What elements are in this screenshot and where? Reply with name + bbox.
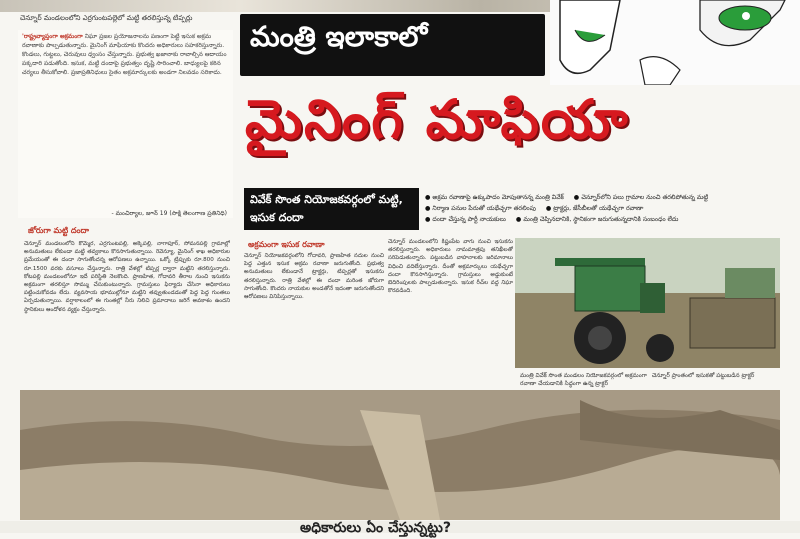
quote-column (18, 30, 233, 218)
sand-mining-photo (20, 390, 780, 520)
subheadline-box: వివేక్ సొంత నియోజకవర్గంలో మట్టి, ఇసుక దందా (244, 188, 419, 230)
bullet-item: ● చెన్నూర్‌లోని పలు గ్రామాల నుంచి తరలిపోతున్న మట్టి (573, 194, 709, 201)
quote-text (22, 32, 229, 202)
bullet-item: ● ట్రాక్టర్లు, జేసీబీలతో యథేచ్ఛగా రవాణా (545, 205, 644, 212)
bullet-item: ● నిర్మాణ పనుల పేరుతో యథేచ్ఛగా తరలింపు (425, 205, 536, 212)
photo-caption (520, 372, 780, 388)
quote-lead: 'రాష్ట్రవ్యాప్తంగా అక్రమంగా (22, 33, 83, 40)
bullet-list (425, 192, 797, 225)
section3-text: చెన్నూర్ మండలంలోని కిష్టంపేట వాగు నుంచి ఇసుకను తరలిస్తున్నారు. అధికారులు నామమాత్రపు తనిఖీలతో సరిపెడుతున్నారు. పట్టుబడిన వాహనాలకు జరిమానాలు విధించి వదిలేస్తున్నారు. దీంతో అక్రమార్కులు యథేచ్ఛగా దందా కొనసాగిస్తున్నారు. గ్రామస్తులు అడ్డుకుంటే బెదిరింపులకు పాల్పడుతున్నారు. ఇసుక రీచ్‌ల వద్ద నిఘా కొరవడింది. (388, 239, 513, 295)
bullet-item: ● మంత్రి చెప్పినదానికి, స్థానికంగా జరుగుతున్నదానికి సంబంధం లేదు (515, 216, 679, 223)
tractor-icon (515, 238, 780, 368)
cartoon-illustration (550, 0, 800, 85)
top-photo-caption: చెన్నూర్ మండలంలోని ఎర్రగుంటపల్లెలో మట్టి తరలిస్తున్న టిప్పర్లు (20, 14, 193, 22)
tractor-photo (515, 238, 780, 368)
bullet-item: ● దందా చేస్తున్న పార్టీ నాయకులు (425, 216, 506, 223)
sand-pit-icon (20, 390, 780, 520)
quote-body: నిఘా ప్రజల ప్రయోజనాలను పణంగా పెట్టి ఇసుక అక్రమ రవాణాకు పాల్పడుతున్నారు. మైనింగ్ మాఫియాకు కొందరు అధికారులు సహకరిస్తున్నారు. కొండలు, గుట్టలు, చెరువులు ధ్వంసం చేస్తున్నారు. ప్రభుత్వ ఖజానాకు రావాల్సిన ఆదాయం పక్కదారి పడుతోంది. ఇసుక, మట్టి దందాపై ప్రభుత్వం దృష్టి సారించాలి. బాధ్యులపై కఠిన చర్యలు తీసుకోవాలి. ప్రజాప్రతినిధులు సైతం అక్రమార్కులకు అండగా నిలవడం సరికాదు. (22, 33, 227, 76)
bullet-item: ● అక్రమ రవాణాపై ఉక్కుపాదం మోపుతానన్న మంత్రి వివేక్ (425, 194, 564, 201)
section1-text: చెన్నూర్ మండలంలోని కొమ్మెర, ఎర్రగుంటపల్లి, అక్కెపల్లి, నాగాపూర్, సోమనపల్లి గ్రామాల్లో అనుమతులు లేకుండా మట్టి తవ్వకాలు కొనసాగుతున్నాయి. రెవెన్యూ, మైనింగ్ శాఖ అధికారుల ప్రమేయంతో ఈ దందా సాగుతోందన్న ఆరోపణలు ఉన్నాయి. ఒక్కో ట్రిప్పుకు రూ.800 నుంచి రూ.1500 వరకు వసూలు చేస్తున్నారు. రాత్రి వేళల్లో టిప్పర్ల ద్వారా మట్టిని తరలిస్తున్నారు. కోటపల్లి మండలంలోనూ ఇదే పరిస్థితి నెలకొంది. ప్రాణహిత, గోదావరి తీరాల నుంచి ఇసుకను అక్రమంగా తరలిస్తూ సొమ్ము చేసుకుంటున్నారు. గ్రామస్తులు ఫిర్యాదు చేసినా అధికారులు పట్టించుకోవడం లేదు. వ్యవసాయ భూముల్లోనూ మట్టిని తవ్వుతుండడంతో పెద్ద పెద్ద గుంతలు ఏర్పడుతున్నాయి. వర్షాకాలంలో ఈ గుంతల్లో నీరు నిలిచి ప్రమాదాలు జరిగే అవకాశం ఉందని స్థానికులు ఆందోళన వ్యక్తం చేస్తున్నారు. (24, 241, 230, 313)
bottom-headline: అధికారులు ఏం చేస్తున్నట్టు? (300, 520, 452, 536)
photo-caption-right: చెన్నూర్ ప్రాంతంలో ఇసుకతో పట్టుబడిన ట్రాక్టర్ (651, 373, 755, 379)
section2-heading: అక్రమంగా ఇసుక రవాణా (248, 240, 325, 249)
cartoon-figure-icon (550, 0, 800, 85)
quote-source: - మంచిర్యాల, జూన్ 19 (సాక్షి తెలంగాణ ప్రతినిధి) (111, 210, 227, 217)
photo-caption-left: మంత్రి వివేక్ సొంత మండలం నియోజకవర్గంలో అక్రమంగా రవాణా చేయడానికి సిద్ధంగా ఉన్న ట్రాక్టర్ (520, 373, 647, 387)
page-title: మంత్రి ఇలాకాలో (250, 20, 428, 53)
section2-text: చెన్నూర్ నియోజకవర్గంలోని గోదావరి, ప్రాణహిత నదుల నుంచి పెద్ద ఎత్తున ఇసుక అక్రమ రవాణా జరుగుతోంది. ప్రభుత్వ అనుమతులు లేకుండానే ట్రాక్టర్లు, టిప్పర్లతో ఇసుకను తరలిస్తున్నారు. రాత్రి వేళల్లో ఈ దందా మరింత జోరుగా సాగుతోంది. కొందరు నాయకుల అండతోనే ఇదంతా జరుగుతోందని ఆరోపణలు వినిపిస్తున్నాయి. (244, 253, 384, 301)
section1-heading: జోరుగా మట్టి దందా (28, 226, 89, 235)
main-headline: మైనింగ్ మాఫియా (245, 88, 630, 151)
